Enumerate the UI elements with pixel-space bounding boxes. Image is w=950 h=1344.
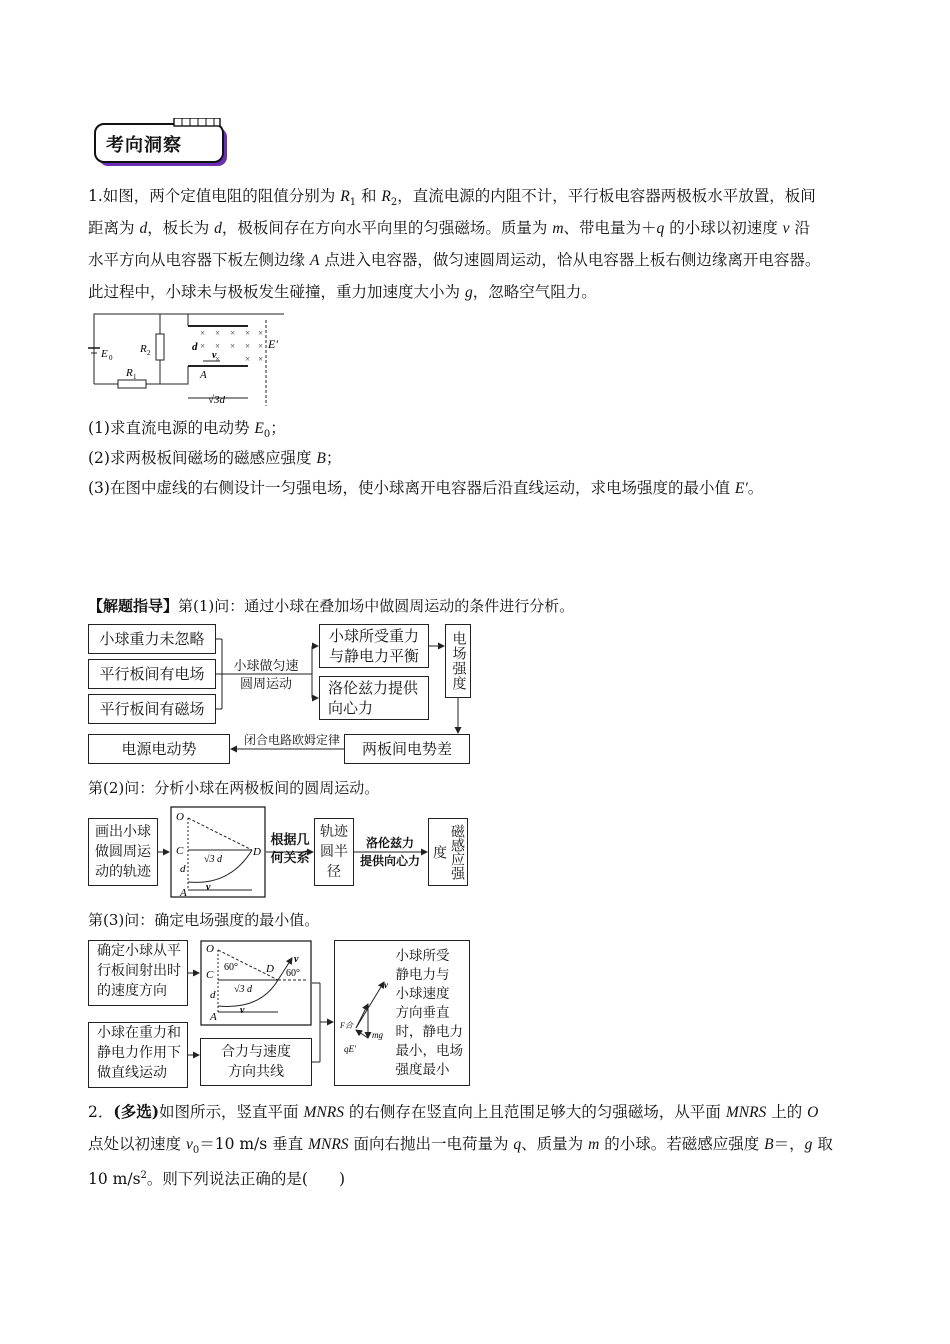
svg-text:60°: 60° xyxy=(286,968,300,979)
svg-text:A: A xyxy=(200,369,207,381)
svg-text:×: × xyxy=(245,354,251,364)
svg-text:×: × xyxy=(215,328,221,338)
svg-text:×: × xyxy=(258,341,264,351)
svg-text:v: v xyxy=(294,954,299,965)
flow1-box-lorentz: 洛伦兹力提供 向心力 xyxy=(319,676,429,720)
flow1-box-gravity: 小球重力未忽略 xyxy=(88,624,216,654)
q1-line-2: 距离为 d，板长为 d，极板间存在方向水平向里的匀强磁场。质量为 m、带电量为＋q 的小球以初速度 v 沿 xyxy=(88,219,810,237)
flow2-box-radius: 轨迹 圆半 径 xyxy=(314,818,354,886)
flow3-box-exit-velocity: 确定小球从平 行板间射出时 的速度方向 xyxy=(88,940,188,1006)
flow1-box-voltage: 两板间电势差 xyxy=(344,734,470,764)
svg-text:d: d xyxy=(192,341,198,353)
svg-text:×: × xyxy=(258,354,264,364)
svg-text:C: C xyxy=(176,845,184,857)
badge-title: 考向洞察 xyxy=(106,135,182,156)
circuit-r2-label: R xyxy=(140,343,147,355)
guide-part-2: 第(2)问：分析小球在两极板间的圆周运动。 xyxy=(88,779,380,797)
svg-text:D: D xyxy=(253,846,261,858)
svg-text:v: v xyxy=(384,980,388,990)
flow1-box-field-strength: 电场强度 xyxy=(445,624,471,698)
svg-text:×: × xyxy=(200,328,206,338)
multi-select-tag: (多选) xyxy=(113,1102,160,1121)
svg-text:A: A xyxy=(210,1011,217,1023)
svg-text:O: O xyxy=(206,943,214,955)
flow1-box-emf: 电源电动势 xyxy=(88,734,230,764)
svg-text:A: A xyxy=(180,887,187,898)
flow3-result-text: 小球所受 静电力与 小球速度 方向垂直 时，静电力 最小，电场 强度最小 xyxy=(395,947,463,1078)
svg-text:×: × xyxy=(230,341,236,351)
svg-text:d: d xyxy=(210,989,216,1001)
svg-text:v: v xyxy=(206,882,211,893)
svg-text:√3 d: √3 d xyxy=(234,984,252,995)
q2-line-2: 点处以初速度 $v_0=10$ m/s 垂直 MNRS 面向右抛出一电荷量为 q、质量为 m 的小球。若磁感应强度 B＝，g 取 xyxy=(88,1135,833,1157)
q2-line-3: 10 $m/s^2$。则下列说法正确的是( ) xyxy=(88,1170,346,1189)
guide-part-1: 【解题指导】第(1)问：通过小球在叠加场中做圆周运动的条件进行分析。 xyxy=(88,597,575,615)
q1-sub-3: (3)在图中虚线的右侧设计一匀强电场，使小球离开电容器后沿直线运动，求电场强度的最小值 E′。 xyxy=(88,479,764,497)
svg-text:×: × xyxy=(215,341,221,351)
svg-text:mg: mg xyxy=(372,1030,383,1040)
flow2-label-geometry: 根据几 何关系 xyxy=(270,833,310,866)
svg-text:v: v xyxy=(240,1005,245,1016)
flow1-mid-label: 小球做匀速 圆周运动 xyxy=(233,659,299,692)
flow1-arrow-label: 闭合电路欧姆定律 xyxy=(243,733,340,747)
flow2-label-lorentz: 洛伦兹力 提供向心力 xyxy=(359,836,420,868)
flow3-box-collinear: 合力与速度 方向共线 xyxy=(200,1038,312,1086)
q1-line-3: 水平方向从电容器下板左侧边缘 A 点进入电容器，做匀速圆周运动，恰从电容器上板右侧边缘离开电容器。 xyxy=(88,251,821,269)
svg-text:60°: 60° xyxy=(224,962,238,973)
circuit-e0-label: E xyxy=(101,348,108,360)
svg-text:O: O xyxy=(176,811,184,823)
guide-heading: 【解题指导】 xyxy=(88,597,179,615)
flow1-box-efield: 平行板间有电场 xyxy=(88,659,216,689)
q2-line-1: 2．(多选)如图所示，竖直平面 MNRS 的右侧存在竖直向上且范围足够大的匀强磁场，从平面 MNRS 上的 O xyxy=(88,1102,819,1121)
svg-text:v: v xyxy=(212,350,217,361)
flow2-box-trajectory: 画出小球 做圆周运 动的轨迹 xyxy=(88,818,158,886)
svg-text:×: × xyxy=(245,341,251,351)
q1-sub-1: (1)求直流电源的电动势 $E_0$； xyxy=(88,419,286,441)
guide-part-3: 第(3)问：确定电场强度的最小值。 xyxy=(88,911,320,929)
q1-line-4: 此过程中，小球未与极板发生碰撞，重力加速度大小为 g，忽略空气阻力。 xyxy=(88,283,597,301)
svg-text:d: d xyxy=(180,863,186,875)
flow1-box-bfield: 平行板间有磁场 xyxy=(88,694,216,724)
svg-text:F合: F合 xyxy=(340,1021,353,1030)
svg-text:D: D xyxy=(266,963,274,975)
flow2-box-induction: 磁感应强度 xyxy=(428,818,468,886)
svg-text:√3d: √3d xyxy=(208,394,226,406)
svg-text:qE′: qE′ xyxy=(344,1044,356,1054)
svg-text:×: × xyxy=(230,328,236,338)
q1-line-1: 1.如图，两个定值电阻的阻值分别为 $R_1$ 和 $R_2$，直流电源的内阻不计，平行板电容器两极板水平放置，板间 xyxy=(88,187,816,209)
svg-text:2: 2 xyxy=(147,349,151,357)
flow1-box-balance: 小球所受重力 与静电力平衡 xyxy=(319,624,429,668)
flow3-box-straight-motion: 小球在重力和 静电力作用下 做直线运动 xyxy=(88,1022,188,1088)
q1-sub-2: (2)求两极板间磁场的磁感应强度 B； xyxy=(88,449,342,467)
svg-text:×: × xyxy=(200,341,206,351)
svg-text:0: 0 xyxy=(109,354,113,362)
svg-text:×: × xyxy=(258,328,264,338)
svg-text:E′: E′ xyxy=(268,337,278,351)
svg-text:1: 1 xyxy=(133,373,137,381)
svg-text:√3 d: √3 d xyxy=(204,854,222,865)
svg-text:×: × xyxy=(215,354,221,364)
circuit-r1-label: R xyxy=(126,367,133,379)
svg-text:×: × xyxy=(245,328,251,338)
svg-text:C: C xyxy=(206,969,214,981)
